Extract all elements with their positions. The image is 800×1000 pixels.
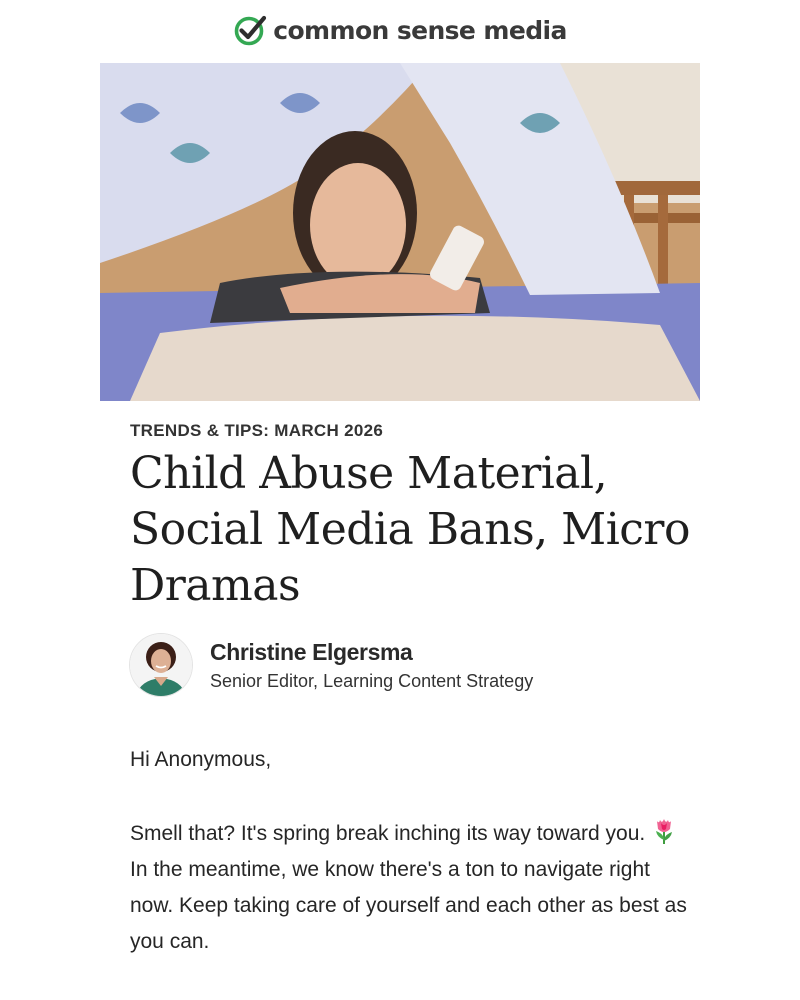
tulip-icon bbox=[653, 818, 675, 844]
article-title[interactable]: Child Abuse Material, Social Media Bans, Micro Dramas bbox=[130, 448, 690, 611]
greeting-text: Hi Anonymous, bbox=[130, 748, 272, 771]
author-byline bbox=[130, 634, 533, 696]
brand-name: common sense media bbox=[273, 15, 567, 45]
intro-text-part-1: Smell that? It's spring break inching its way toward you. bbox=[130, 822, 646, 845]
article-category: TRENDS & TIPS: MARCH 2026 bbox=[130, 421, 384, 440]
author-avatar bbox=[130, 634, 192, 696]
author-info bbox=[210, 639, 533, 692]
checkmark-circle-icon bbox=[233, 13, 267, 47]
intro-text-part-2: In the meantime, we know there's a ton to navigate right now. Keep taking care of yourself and each other as best as you can. bbox=[130, 858, 687, 953]
intro-paragraph bbox=[130, 816, 690, 960]
hero-image[interactable] bbox=[100, 63, 700, 401]
brand-logo[interactable] bbox=[0, 13, 800, 47]
author-name[interactable]: Christine Elgersma bbox=[210, 638, 413, 665]
author-role: Senior Editor, Learning Content Strategy bbox=[210, 670, 534, 691]
